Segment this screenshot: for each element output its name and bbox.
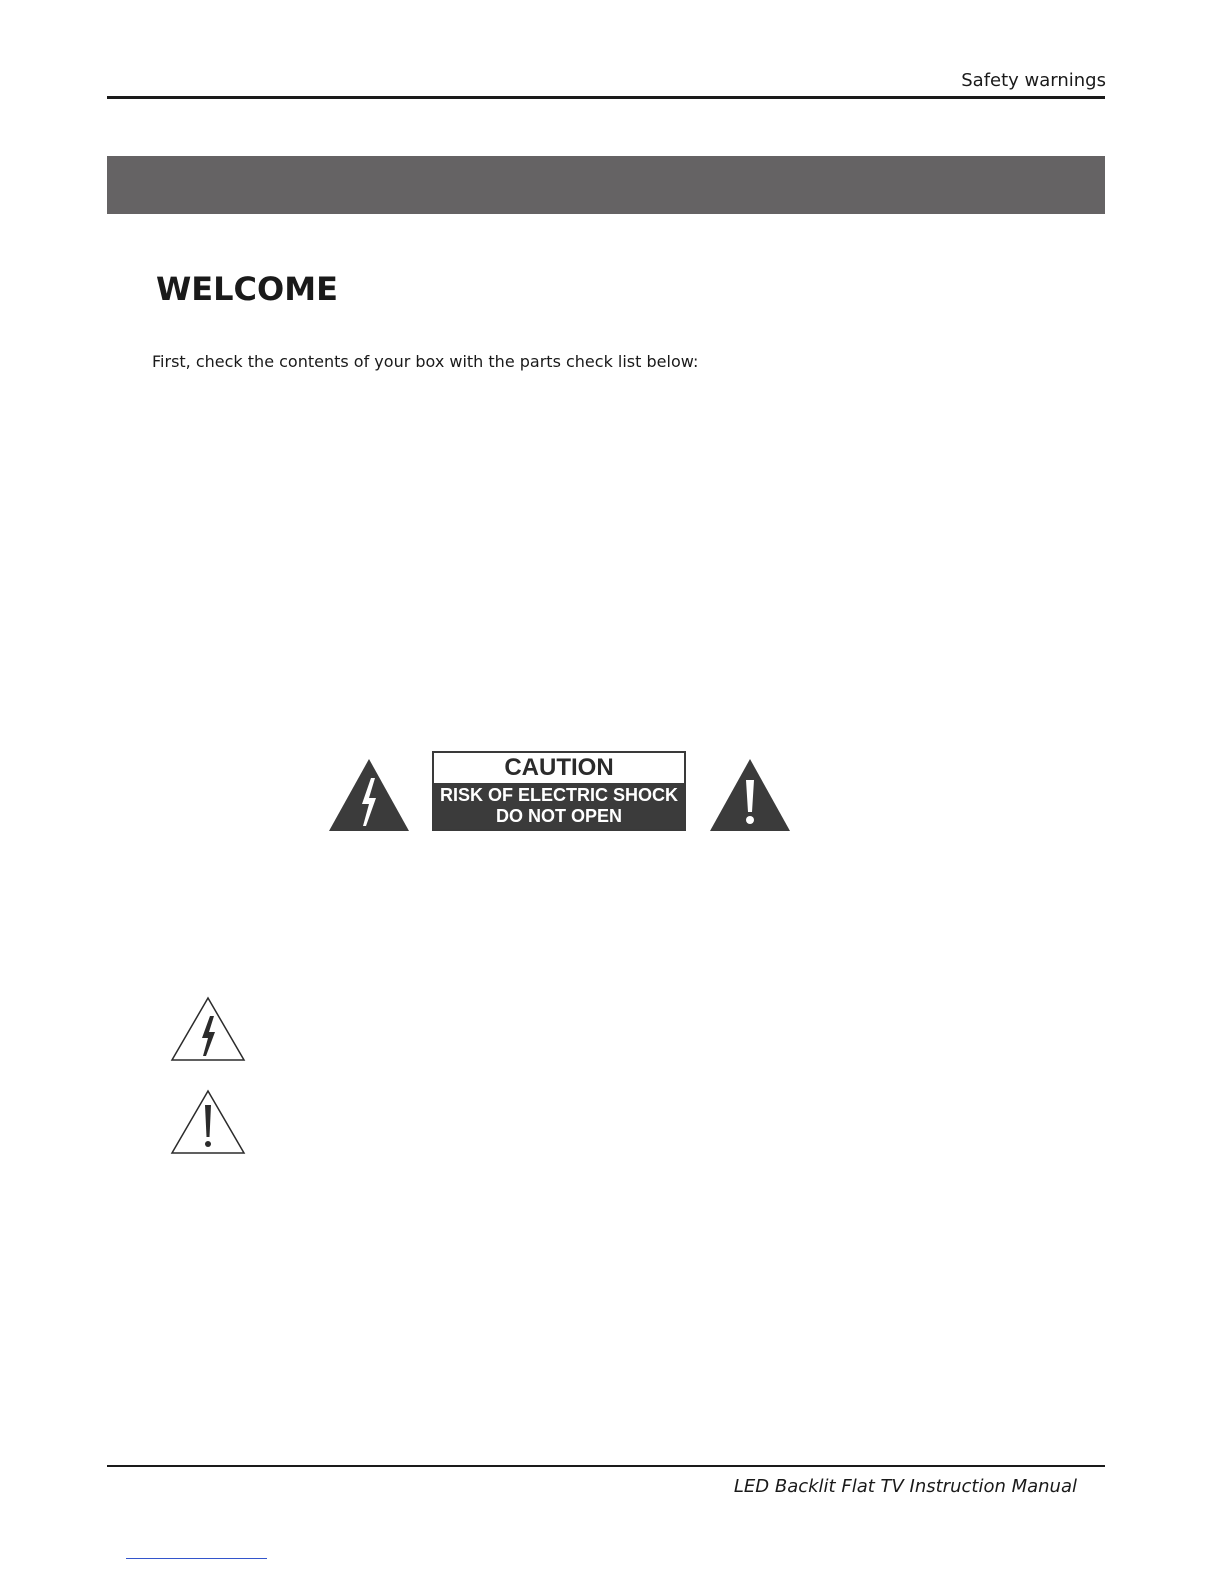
lightning-bolt-warning-icon [328, 758, 410, 832]
caution-warning-text [434, 783, 684, 829]
page-heading: WELCOME [156, 270, 338, 308]
caution-label [432, 751, 686, 831]
exclamation-warning-icon [709, 758, 791, 832]
intro-text: First, check the contents of your box with the parts check list below: [152, 352, 699, 371]
caution-title: CAUTION [504, 754, 614, 781]
footer-divider [107, 1465, 1105, 1467]
bottom-underline [126, 1558, 267, 1559]
caution-line-2: DO NOT OPEN [495, 806, 622, 826]
section-title-band [107, 156, 1105, 214]
manual-title: LED Backlit Flat TV Instruction Manual [733, 1476, 1077, 1497]
lightning-bolt-legend-icon [170, 996, 246, 1062]
section-label: Safety warnings [961, 70, 1106, 91]
caution-line-1: RISK OF ELECTRIC SHOCK [439, 785, 678, 805]
exclamation-legend-icon [170, 1089, 246, 1155]
header-divider [107, 96, 1105, 99]
